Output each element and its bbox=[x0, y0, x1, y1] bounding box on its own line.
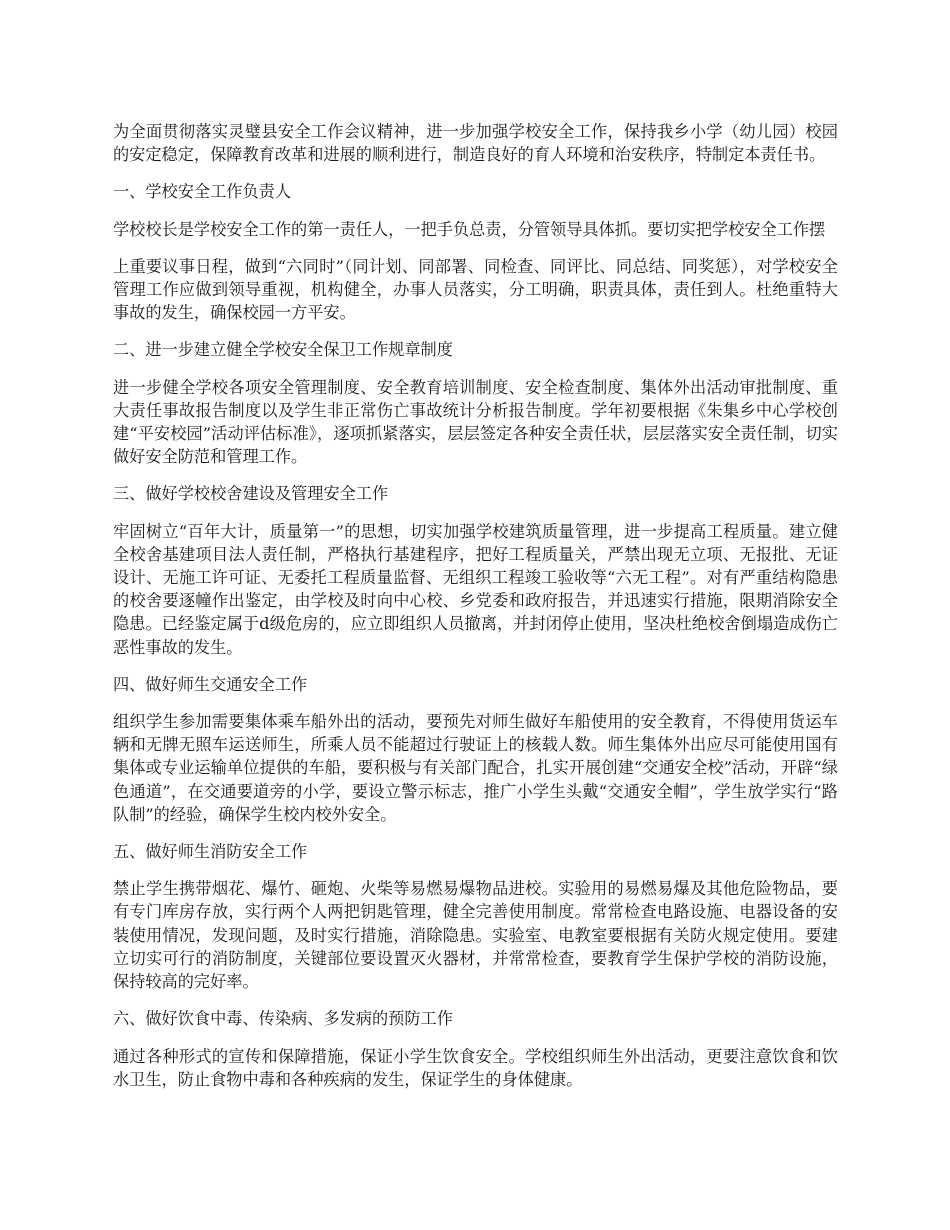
section-2-paragraph-1: 进一步健全学校各项安全管理制度、安全教育培训制度、安全检查制度、集体外出活动审批制度、重大责任事故报告制度以及学生非正常伤亡事故统计分析报告制度。学年初要根据《朱集乡中心学校创建“平安校园”活动评估标准》，逐项抓紧落实，层层签定各种安全责任状，层层落实安全责任制，切实做好安全防范和管理工作。 bbox=[113, 377, 838, 467]
section-2-heading: 二、进一步建立健全学校安全保卫工作规章制度 bbox=[113, 340, 453, 360]
section-1-paragraph-2: 上重要议事日程，做到“六同时”（同计划、同部署、同检查、同评比、同总结、同奖惩），对学校安全管理工作应做到领导重视，机构健全，办事人员落实，分工明确，职责具体，责任到人。杜绝重特大事故的发生，确保校园一方平安。 bbox=[113, 256, 838, 323]
document-body bbox=[113, 120, 838, 1105]
section-4-heading: 四、做好师生交通安全工作 bbox=[113, 674, 308, 694]
section-1-heading: 一、学校安全工作负责人 bbox=[113, 182, 292, 202]
intro-paragraph: 为全面贯彻落实灵璧县安全工作会议精神，进一步加强学校安全工作，保持我乡小学（幼儿园）校园的安定稳定，保障教育改革和进展的顺利进行，制造良好的育人环境和治安秩序，特制定本责任书。 bbox=[113, 122, 838, 165]
section-5-paragraph-1: 禁止学生携带烟花、爆竹、砸炮、火柴等易燃易爆物品进校。实验用的易燃易爆及其他危险物品，要有专门库房存放，实行两个人两把钥匙管理，健全完善使用制度。常常检查电路设施、电器设备的安装使用情况，发现问题，及时实行措施，消除隐患。实验室、电教室要根据有关防火规定使用。要建立切实可行的消防制度，关键部位要设置灭火器材，并常常检查，要教育学生保护学校的消防设施，保持较高的完好率。 bbox=[113, 879, 838, 992]
section-3-paragraph-1: 牢固树立“百年大计，质量第一”的思想，切实加强学校建筑质量管理，进一步提高工程质量。建立健全校舍基建项目法人责任制，严格执行基建程序，把好工程质量关，严禁出现无立项、无报批、无证设计、无施工许可证、无委托工程质量监督、无组织工程竣工验收等“六无工程”。对有严重结构隐患的校舍要逐幢作出鉴定，由学校及时向中心校、乡党委和政府报告，并迅速实行措施，限期消除安全隐患。已经鉴定属于d级危房的，应立即组织人员撤离，并封闭停止使用，坚决杜绝校舍倒塌造成伤亡恶性事故的发生。 bbox=[113, 521, 838, 657]
section-4-paragraph-1: 组织学生参加需要集体乘车船外出的活动，要预先对师生做好车船使用的安全教育，不得使用货运车辆和无牌无照车运送师生，所乘人员不能超过行驶证上的核载人数。师生集体外出应尽可能使用国有集体或专业运输单位提供的车船，要积极与有关部门配合，扎实开展创建“交通安全校”活动，开辟“绿色通道”，在交通要道旁的小学，要设立警示标志，推广小学生头戴“交通安全帽”，学生放学实行“路队制”的经验，确保学生校内校外安全。 bbox=[113, 712, 838, 824]
section-6-paragraph-1: 通过各种形式的宣传和保障措施，保证小学生饮食安全。学校组织师生外出活动，更要注意饮食和饮水卫生，防止食物中毒和各种疾病的发生，保证学生的身体健康。 bbox=[113, 1046, 838, 1089]
section-3-heading: 三、做好学校校舍建设及管理安全工作 bbox=[113, 484, 389, 504]
section-1-paragraph-1: 学校校长是学校安全工作的第一责任人，一把手负总责，分管领导具体抓。要切实把学校安全工作摆 bbox=[113, 219, 826, 239]
section-6-heading: 六、做好饮食中毒、传染病、多发病的预防工作 bbox=[113, 1009, 453, 1029]
section-5-heading: 五、做好师生消防安全工作 bbox=[113, 842, 308, 862]
